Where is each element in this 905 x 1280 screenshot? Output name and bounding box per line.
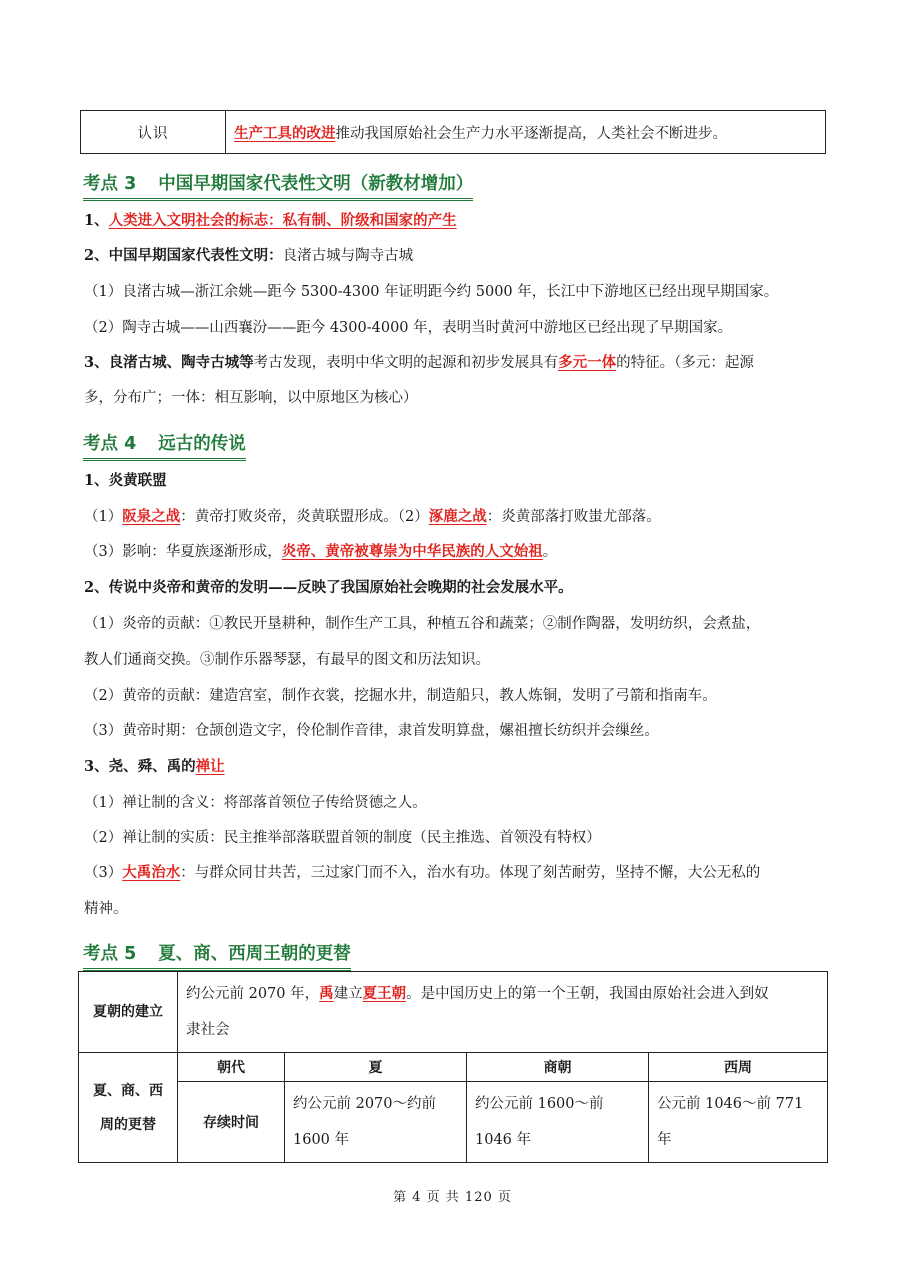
cognition-text: 生产工具的改进推动我国原始社会生产力水平逐渐提高，人类社会不断进步。 (226, 111, 826, 154)
s4-line-6: （3）黄帝时期：仓颉创造文字，伶伦制作音律，隶首发明算盘，嫘祖擅长纺织并会缫丝。 (84, 723, 659, 739)
s3-line-6: 多，分布广；一体：相互影响，以中原地区为核心） (84, 390, 418, 406)
s4-sub-3: 3、尧、舜、禹的禅让 (84, 758, 225, 775)
dynasty-table (78, 971, 828, 1163)
s4-line-5: （2）黄帝的贡献：建造宫室，制作衣裳，挖掘水井，制造船只，教人炼铜，发明了弓箭和指南车。 (84, 688, 717, 704)
page-footer: 第 4 页 共 120 页 (393, 1190, 512, 1205)
s4-line-7: （1）禅让制的含义：将部落首领位子传给贤德之人。 (84, 795, 427, 811)
s4-line-2: （3）影响：华夏族逐渐形成，炎帝、黄帝被尊崇为中华民族的人文始祖。 (84, 543, 558, 560)
s4-line-10: 精神。 (84, 901, 128, 917)
s3-line-5: 3、良渚古城、陶寺古城等考古发现，表明中华文明的起源和初步发展具有多元一体的特征。（多元：起源 (84, 354, 754, 371)
dynasty-change-label: 夏、商、西 周的更替 (79, 1053, 178, 1163)
section-3-heading: 考点 3 中国早期国家代表性文明（新教材增加） (83, 170, 473, 201)
xia-founding-desc: 约公元前 2070 年，禹建立夏王朝。是中国历史上的第一个王朝，我国由原始社会进入到奴 隶社会 (178, 972, 828, 1053)
s4-line-8: （2）禅让制的实质：民主推举部落联盟首领的制度（民主推选、首领没有特权） (84, 830, 601, 846)
section-5-heading: 考点 5 夏、商、西周王朝的更替 (83, 940, 351, 971)
xia-founding-label: 夏朝的建立 (79, 972, 178, 1053)
xia-duration: 约公元前 2070～约前 1600 年 (285, 1082, 467, 1163)
s4-line-4: 教人们通商交换。③制作乐器琴瑟，有最早的图文和历法知识。 (84, 652, 490, 668)
cognition-table (80, 110, 826, 154)
xizhou-duration: 公元前 1046～前 771 年 (649, 1082, 828, 1163)
duration-label: 存续时间 (178, 1082, 285, 1163)
s4-line-3: （1）炎帝的贡献：①教民开垦耕种，制作生产工具，种植五谷和蔬菜；②制作陶器，发明纺织，会煮盐， (84, 616, 761, 632)
s4-line-1: （1）阪泉之战：黄帝打败炎帝，炎黄联盟形成。（2）涿鹿之战：炎黄部落打败蚩尤部落。 (84, 508, 661, 525)
s3-line-1: 1、人类进入文明社会的标志：私有制、阶级和国家的产生 (84, 212, 457, 229)
s4-sub-1: 1、炎黄联盟 (84, 472, 167, 489)
header-xia: 夏 (285, 1053, 467, 1082)
s3-line-2: 2、中国早期国家代表性文明：良渚古城与陶寺古城 (84, 247, 414, 264)
shang-duration: 约公元前 1600～前 1046 年 (467, 1082, 649, 1163)
s4-sub-2: 2、传说中炎帝和黄帝的发明——反映了我国原始社会晚期的社会发展水平。 (84, 579, 573, 596)
header-dynasty: 朝代 (178, 1053, 285, 1082)
s3-line-3: （1）良渚古城—浙江余姚—距今 5300-4300 年证明距今约 5000 年，长江中下游地区已经出现早期国家。 (84, 284, 779, 300)
cognition-label: 认识 (81, 111, 226, 154)
header-xizhou: 西周 (649, 1053, 828, 1082)
section-4-heading: 考点 4 远古的传说 (83, 430, 246, 461)
header-shang: 商朝 (467, 1053, 649, 1082)
s4-line-9: （3）大禹治水：与群众同甘共苦，三过家门而不入，治水有功。体现了刻苦耐劳，坚持不懈，大公无私的 (84, 864, 761, 881)
s3-line-4: （2）陶寺古城——山西襄汾——距今 4300-4000 年，表明当时黄河中游地区已经出现了早期国家。 (84, 320, 733, 336)
